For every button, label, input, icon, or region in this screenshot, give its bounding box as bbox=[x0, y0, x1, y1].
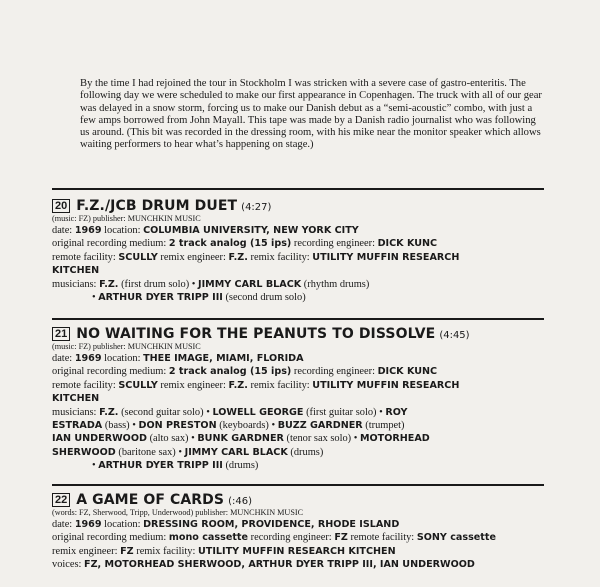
track-duration: (4:45) bbox=[439, 330, 470, 341]
track-credits: (words: FZ, Sherwood, Tripp, Underwood) publisher: MUNCHKIN MUSIC bbox=[52, 508, 304, 517]
remix-line: remix engineer: FZ remix facility: UTILITY MUFFIN RESEARCH KITCHEN bbox=[52, 545, 396, 557]
date-location-line: date: 1969 location: COLUMBIA UNIVERSITY, NEW YORK CITY bbox=[52, 225, 359, 236]
track-20 bbox=[52, 198, 544, 304]
voices-line: voices: FZ, MOTORHEAD SHERWOOD, ARTHUR DYER TRIPP III, IAN UNDERWOOD bbox=[52, 559, 475, 571]
track-21 bbox=[52, 326, 544, 473]
musicians-line: musicians: F.Z. (first drum solo) • JIMMY CARL BLACK (rhythm drums) bbox=[52, 278, 370, 290]
medium-line: original recording medium: 2 track analog (15 ips) recording engineer: DICK KUNC bbox=[52, 238, 438, 250]
intro-paragraph: By the time I had rejoined the tour in Stockholm I was stricken with a severe case of gastro-enteritis. The following day we were scheduled to make our first appearance in Copenhagen. The truck with all of our gear was delayed in a snow storm, forcing us to make our Danish debut as a “semi-acoustic” combo, with just a few amps borrowed from John Mayall. This tape was made by a Danish radio journalist who was following us around. (This bit was recorded in the dressing room, with his mike near the monitor speaker which allows waiting performers to hear what’s happening on stage.) bbox=[80, 78, 542, 151]
musicians-line-cont: • ARTHUR DYER TRIPP III (drums) bbox=[92, 460, 259, 472]
musicians-line-cont: ESTRADA (bass) • DON PRESTON (keyboards) • BUZZ GARDNER (trumpet) bbox=[52, 420, 405, 432]
track-number: 22 bbox=[52, 493, 70, 507]
track-duration: (4:27) bbox=[241, 202, 272, 213]
track-divider bbox=[52, 188, 544, 190]
track-divider bbox=[52, 318, 544, 320]
track-duration: (:46) bbox=[228, 496, 252, 507]
track-credits: (music: FZ) publisher: MUNCHKIN MUSIC bbox=[52, 214, 201, 223]
track-22 bbox=[52, 492, 544, 572]
remix-line: remote facility: SCULLY remix engineer: F.Z. remix facility: UTILITY MUFFIN RESEARCH bbox=[52, 251, 460, 263]
track-title: A GAME OF CARDS bbox=[76, 492, 225, 508]
date-location-line: date: 1969 location: DRESSING ROOM, PROVIDENCE, RHODE ISLAND bbox=[52, 519, 400, 530]
track-title: NO WAITING FOR THE PEANUTS TO DISSOLVE bbox=[76, 326, 436, 342]
medium-line: original recording medium: mono cassette recording engineer: FZ remote facility: SONY cassette bbox=[52, 532, 496, 544]
track-number: 21 bbox=[52, 327, 70, 341]
date-location-line: date: 1969 location: THEE IMAGE, MIAMI, FLORIDA bbox=[52, 353, 304, 364]
track-divider bbox=[52, 484, 544, 486]
musicians-line-cont: • ARTHUR DYER TRIPP III (second drum solo) bbox=[92, 292, 306, 304]
remix-line-cont: KITCHEN bbox=[52, 265, 100, 277]
medium-line: original recording medium: 2 track analog (15 ips) recording engineer: DICK KUNC bbox=[52, 366, 438, 378]
remix-line-cont: KITCHEN bbox=[52, 393, 100, 405]
remix-line: remote facility: SCULLY remix engineer: F.Z. remix facility: UTILITY MUFFIN RESEARCH bbox=[52, 379, 460, 391]
musicians-line-cont: SHERWOOD (baritone sax) • JIMMY CARL BLACK (drums) bbox=[52, 446, 324, 458]
musicians-line-cont: IAN UNDERWOOD (alto sax) • BUNK GARDNER (tenor sax solo) • MOTORHEAD bbox=[52, 433, 430, 445]
track-title: F.Z./JCB DRUM DUET bbox=[76, 198, 238, 214]
musicians-line: musicians: F.Z. (second guitar solo) • LOWELL GEORGE (first guitar solo) • ROY bbox=[52, 406, 408, 418]
track-credits: (music: FZ) publisher: MUNCHKIN MUSIC bbox=[52, 342, 201, 351]
track-number: 20 bbox=[52, 199, 70, 213]
